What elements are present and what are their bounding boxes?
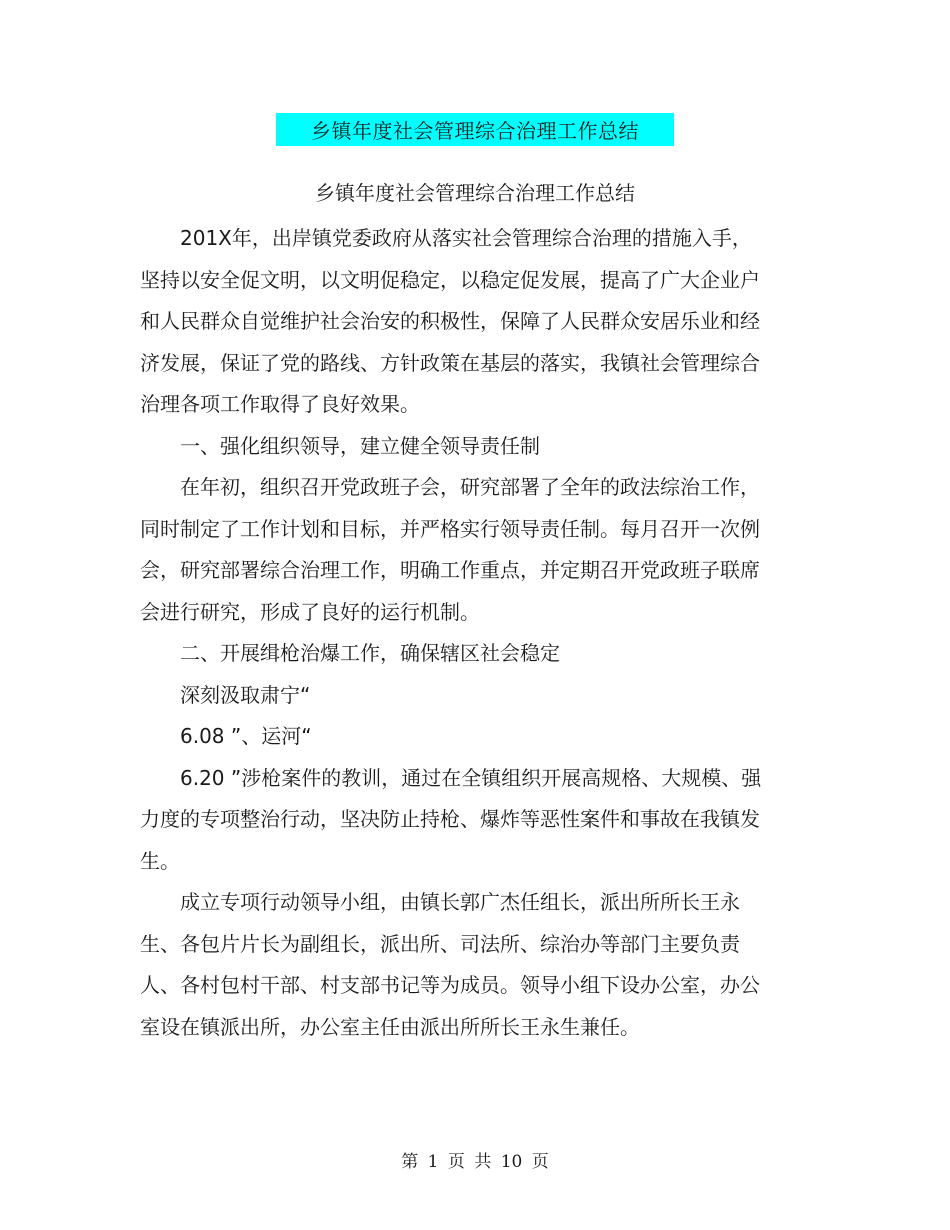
paragraph-intro: 201X年，出岸镇党委政府从落实社会管理综合治理的措施入手，坚持以安全促文明，以文明促稳定，以稳定促发展，提高了广大企业户和人民群众自觉维护社会治安的积极性，保障了人民群众安居乐业和经济发展，保证了党的路线、方针政策在基层的落实，我镇社会管理综合治理各项工作取得了良好效果。 — [140, 226, 760, 416]
section-heading-2: 二、开展缉枪治爆工作，确保辖区社会稳定 — [180, 641, 560, 665]
highlighted-title: 乡镇年度社会管理综合治理工作总结 — [276, 113, 674, 146]
paragraph-section-1: 在年初，组织召开党政班子会，研究部署了全年的政法综治工作，同时制定了工作计划和目标，并严格实行领导责任制。每月召开一次例会，研究部署综合治理工作，明确工作重点，并定期召开党政班子联席会进行研究，形成了良好的运行机制。 — [140, 475, 760, 624]
paragraph-leadership-group: 成立专项行动领导小组，由镇长郭广杰任组长，派出所所长王永生、各包片片长为副组长，派出所、司法所、综治办等部门主要负责人、各村包村干部、村支部书记等为成员。领导小组下设办公室，办公室设在镇派出所，办公室主任由派出所所长王永生兼任。 — [140, 890, 760, 1039]
page-footer: 第 1 页 共 10 页 — [401, 1152, 549, 1172]
document-body — [140, 218, 770, 1048]
paragraph-section-2: 6.20 ”涉枪案件的教训，通过在全镇组织开展高规格、大规模、强力度的专项整治行动，坚决防止持枪、爆炸等恶性案件和事故在我镇发生。 — [140, 765, 762, 873]
paragraph-fragment-2: 6.08 ”、运河“ — [180, 724, 312, 748]
paragraph-fragment-1: 深刻汲取肃宁“ — [180, 682, 311, 707]
section-heading-1: 一、强化组织领导，建立健全领导责任制 — [180, 433, 540, 458]
document-subtitle: 乡镇年度社会管理综合治理工作总结 — [315, 181, 635, 205]
